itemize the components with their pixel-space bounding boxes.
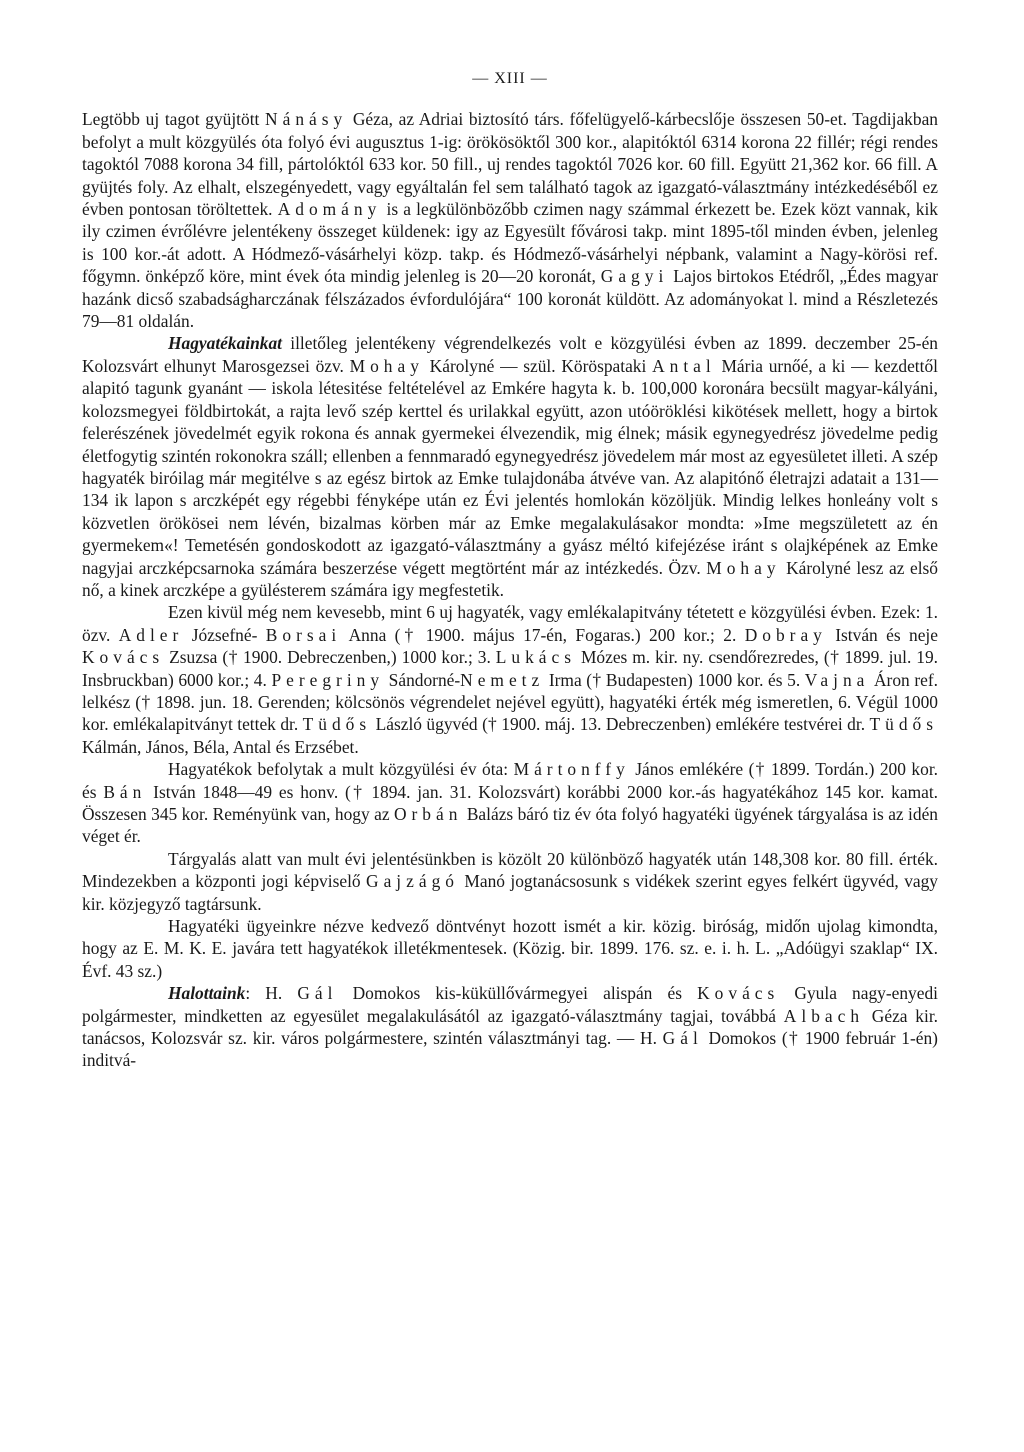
spaced-name: Bán (103, 781, 147, 802)
text-run: István és neje (826, 624, 938, 645)
spaced-name: Albach (783, 1005, 865, 1026)
text-run: Áron ref. lelkész († 1898. jun. 18. Gerenden; kölcsönös végrendelet nejével együtt), hagyatéki érték még ismeretlen, 6. Végül 1000 kor. emlékalapitványt tettek dr. (82, 669, 939, 735)
text-run: Legtöbb uj tagot gyüjtött (82, 109, 266, 130)
text-run: Mózes m. kir. ny. csendőrezredes, († 1899. jul. 19. Insbruckban) 6000 kor.; 4. (82, 647, 938, 690)
spaced-name: Peregriny (271, 669, 385, 690)
spaced-name: Nánásy (265, 109, 348, 130)
text-run: Zsuzsa († 1900. Debreczenben,) 1000 kor.; 3. (164, 647, 496, 668)
text-run: Károlyné lesz az első nő, a kinek arczképe a gyülésterem számára igy megfestetik. (82, 557, 938, 600)
text-run: is a legkülönbözőbb czimen nagy számmal érkezett be. Ezek közt vannak, kik ily czimen évrőlévre jelentékeny összeget küldenek: igy az Egyesült fővárosi takp. mint 1895-től minden évben, jelenleg is 100 kor.-át adott. A Hódmező-vásárhelyi közp. takp. és Hódmező-vásárhelyi népbank, valamint a Nagy-körösi ref. főgymn. önképző köre, mint évek óta mindig jelenleg is 20—20 koronát, (82, 199, 938, 287)
text-run: Sándorné- (384, 669, 461, 690)
paragraph-court-ruling (82, 915, 938, 982)
spaced-name: Tüdős (869, 714, 938, 735)
paragraph-new-bequests (82, 601, 938, 758)
text-run: Domokos kis-küküllővármegyei alispán és (337, 983, 698, 1004)
spaced-name: Borsai (265, 624, 342, 645)
spaced-name: Gagyi (600, 266, 669, 287)
page-number: — XIII — (472, 70, 548, 87)
paragraph-bequest-income (82, 758, 938, 848)
text-run: Kálmán, János, Béla, Antal és Erzsébet. (82, 736, 359, 757)
text-run: illetőleg jelentékeny végrendelkezés volt e közgyülési évben az 1899. deczember 25-én Kolozsvárt elhunyt Marosgezsei özv. (82, 333, 938, 376)
spaced-name: Gál (662, 1028, 703, 1049)
text-run: Anna († 1900. május 17-én, Fogaras.) 200 kor.; 2. (341, 624, 745, 645)
text-run: Hagyatékok befolytak a mult közgyülési év óta: (168, 759, 514, 780)
text-run: Mária urnőé, a ki — kezdettől alapitó tagunk gyanánt — iskola létesitése feltételével az Emkére hagyta k. b. 100,000 koronára becsült magyar-kályáni, kolozsmegyei földbirtokát, a rajta levő szép kerttel és urilakkal együtt, azon utóöröklési kikötések mellett, hogy a birtok felerészének jövedelmét egyik rokona és annak gyermekei élvezendik, mig élnek; másik egynegyedrész jövedelme pedig életfogytig szintén rokonokra száll; ellenben a fennmaradó egynegyedrész jövedelem már most az egyesületet illeti. A szép hagyaték biróilag már megitélve s az egész birtok az Emke tulajdonába átvéve van. Az alapitónő életrajzi adatait a 131—134 ik lapon s arczképét egy régebbi fényképe után ez Évi jelentés homlokán közöljük. Mindig lelkes honleány volt s közvetlen örökösei nem lévén, bizalmas körben már az Emke megalakulásakor mondta: »Ime megszületett az én gyermekem«! Temetésén gondoskodott az igazgató-választmány a gyász méltó kifejézése iránt s olajképének az Emke nagyjai arczképcsarnoka számára beszerzése végett megtörtént már az intézkedés. Özv. (82, 355, 938, 578)
paragraph-bequests (82, 332, 938, 601)
spaced-name: Mohay (706, 557, 781, 578)
spaced-name: Kovács (82, 647, 165, 668)
spaced-name: Adler (118, 624, 184, 645)
spaced-name: Kovács (697, 983, 780, 1004)
spaced-name: Gajzágó (366, 871, 459, 892)
text-run: Gyula nagy-enyedi polgármester, mindketten az egyesület megalakulásától az igazgató-választmány tagjai, továbbá (82, 983, 938, 1026)
text-run: Irma († Budapesten) 1000 kor. és 5. (544, 669, 805, 690)
spaced-name: Mohay (349, 355, 424, 376)
paragraph-obituaries (82, 982, 938, 1072)
text-run: László ügyvéd († 1900. máj. 13. Debreczenben) emlékére testvérei dr. (371, 714, 870, 735)
text-run: János emlékére († 1899. Tordán.) 200 kor. és (82, 759, 938, 802)
text-run: Domokos († 1900 február 1-én) inditvá- (82, 1028, 938, 1071)
text-run: Géza kir. tanácsos, Kolozsvár sz. kir. város polgármestere, szintén választmányi tag. — H. (82, 1005, 938, 1049)
spaced-name: Orbán (393, 804, 463, 824)
text-run: Ezen kivül még nem kevesebb, mint 6 uj hagyaték, vagy emlékalapitvány tétetett e közgyülési évben. Ezek: 1. özv. (82, 602, 938, 645)
paragraph-membership-donations (82, 108, 938, 332)
spaced-name: Adomány (277, 199, 382, 220)
spaced-name: Antal (652, 355, 716, 376)
italic-heading: Hagyatékainkat (168, 333, 282, 354)
text-run: Manó jogtanácsosunk s vidékek szerint egyes felkért ügyvéd, vagy kir. közjegyző tagtársunk. (82, 871, 939, 914)
spaced-name: Tüdős (302, 714, 372, 735)
text-run: Géza, az Adriai biztosító társ. főfelügyelő-kárbecslője összesen 50-et. Tagdijakban befolyt a mult közgyülés óta folyó évi augusztus 1-ig: örökösöktől 300 kor., alapitóktól 6314 korona 22 fillér; régi rendes tagoktól 7088 korona 34 fill, pártolóktól 633 kor. 50 fill., uj rendes tagoktól 7026 kor. 60 fill. Együtt 21,362 kor. 66 fill. A gyüjtés foly. Az elhalt, elszegényedett, vagy egyáltalán fel sem található tagok az igazgató-választmány intézkedéséből ez évben pontosan töröltettek. (82, 109, 938, 220)
text-run: Károlyné — szül. Köröspataki (423, 355, 653, 376)
text-run: István 1848—49 es honv. († 1894. jan. 31. Kolozsvárt) korábbi 2000 kor.-ás hagyatékához 145 kor. kamat. Összesen 345 kor. Reményünk van, hogy az (82, 781, 939, 824)
text-run: Balázs báró tiz év óta folyó hagyatéki ügyének tárgyalása is az idén véget ér. (82, 804, 938, 847)
text-run: Hagyatéki ügyeinkre nézve kedvező döntvényt hozott ismét a kir. közig. biróság, midőn ujolag kimondta, hogy az E. M. K. E. javára tett hagyatékok illetékmentesek. (Közig. bir. 1899. 176. sz. e. i. h. L. „Adóügyi szaklap“ IX. Évf. 43 sz.) (82, 916, 938, 981)
text-run: Tárgyalás alatt van mult évi jelentésünkben is közölt 20 különböző hagyaték után 148,308 kor. 80 fill. érték. Mindezekben a központi jogi képviselő (82, 848, 938, 892)
spaced-name: Vajna (804, 669, 870, 690)
spaced-name: Mártonffy (513, 759, 630, 780)
spaced-name: Gál (297, 983, 338, 1004)
italic-heading: Halottaink (168, 983, 246, 1004)
text-run: : H. (245, 983, 298, 1004)
document-page (82, 68, 938, 1072)
spaced-name: Dobray (744, 624, 827, 645)
text-run: Józsefné- (183, 624, 266, 645)
spaced-name: Lukács (495, 647, 576, 668)
spaced-name: Nemetz (460, 669, 545, 690)
paragraph-pending-bequests (82, 848, 938, 915)
text-run: Lajos birtokos Etédről, „Édes magyar hazánk dicső szabadságharczának félszázados évfordulójára“ 100 koronát küldött. Az adományokat l. mind a Részletezés 79—81 oldalán. (82, 266, 938, 332)
